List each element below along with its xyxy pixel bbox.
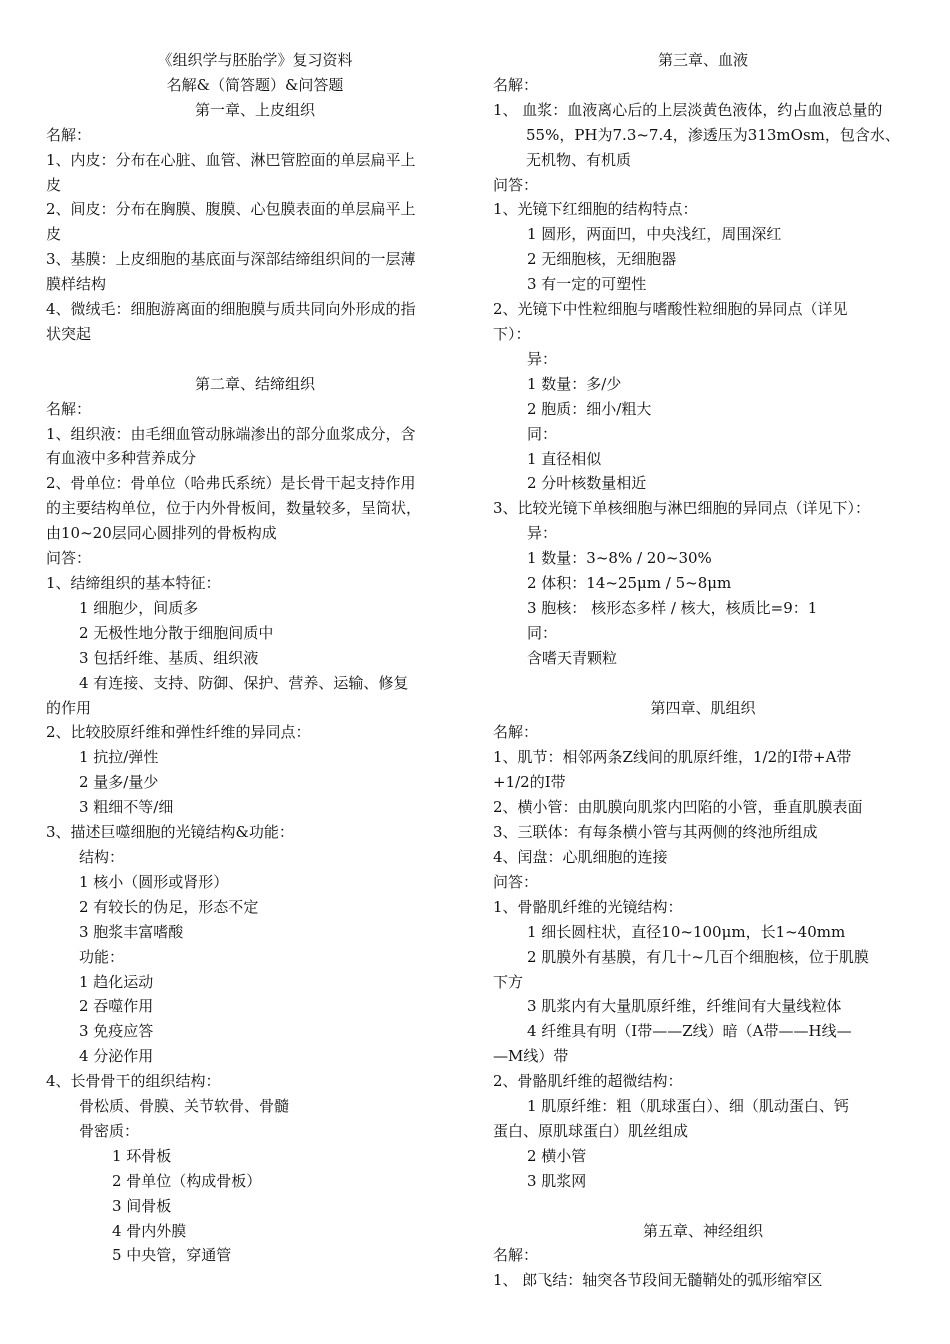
text-line: 功能： — [79, 947, 125, 966]
text-line: 4、长骨骨干的组织结构： — [46, 1072, 221, 1091]
text-line: 1、 血浆：血液离心后的上层淡黄色液体，约占血液总量的55%，PH为7.3~7.4，渗透压为313mOsm，包含水、无机物、有机质 — [493, 100, 900, 169]
text-line: 状突起 — [46, 324, 92, 343]
text-line: 1、肌节：相邻两条Z线间的肌原纤维，1/2的Ⅰ带+A带 — [493, 748, 852, 767]
text-line: 2 肌膜外有基膜，有几十~几百个细胞核，位于肌膜 — [527, 947, 869, 966]
text-line: 含嗜天青颗粒 — [527, 648, 618, 667]
text-line: 3 包括纤维、基质、组织液 — [79, 648, 259, 667]
text-line: 4 分泌作用 — [79, 1047, 154, 1066]
text-line: 1 细长圆柱状，直径10~100μm，长1~40mm — [527, 922, 846, 941]
text-line: 1 环骨板 — [112, 1146, 172, 1165]
text-line: 1 直径相似 — [527, 449, 602, 468]
section-heading: 《组织学与胚胎学》复习资料 — [157, 51, 353, 69]
text-line: 1、内皮：分布在心脏、血管、淋巴管腔面的单层扁平上 — [46, 150, 416, 169]
text-line: 5 中央管，穿通管 — [112, 1246, 232, 1265]
text-line: 1 肌原纤维：粗（肌球蛋白）、细（肌动蛋白、钙 — [527, 1097, 849, 1116]
text-line: 1、 郎飞结：轴突各节段间无髓鞘处的弧形缩窄区 — [493, 1271, 823, 1290]
text-line: 2、间皮：分布在胸膜、腹膜、心包膜表面的单层扁平上 — [46, 200, 416, 219]
section-heading: 第一章、上皮组织 — [194, 100, 315, 119]
text-line: 蛋白、原肌球蛋白）肌丝组成 — [493, 1121, 689, 1140]
text-line: 问答： — [493, 175, 539, 194]
text-line: 问答： — [46, 549, 92, 568]
text-line: 3 胞核： 核形态多样 / 核大，核质比=9：1 — [527, 598, 818, 617]
text-line: 1 圆形，两面凹，中央浅红，周围深红 — [527, 225, 782, 244]
section-heading: 第二章、结缔组织 — [194, 374, 315, 393]
text-line: 1 数量：3~8% / 20~30% — [527, 549, 712, 568]
text-line: 3 有一定的可塑性 — [527, 275, 647, 294]
text-line: 名解： — [493, 75, 539, 94]
text-line: 下方 — [493, 972, 524, 991]
text-line: 2 胞质：细小/粗大 — [527, 399, 652, 418]
text-line: 1、光镜下红细胞的结构特点： — [493, 200, 698, 219]
text-line: 由10~20层同心圆排列的骨板构成 — [46, 524, 277, 543]
text-line: 3 粗细不等/细 — [79, 798, 174, 817]
text-line: 4 有连接、支持、防御、保护、营养、运输、修复 — [79, 673, 409, 692]
text-line: 2、光镜下中性粒细胞与嗜酸性粒细胞的异同点（详见 — [493, 300, 848, 319]
text-line: 骨松质、骨膜、关节软骨、骨髓 — [79, 1097, 290, 1116]
section-heading: 第五章、神经组织 — [642, 1221, 763, 1240]
text-line: 2 骨单位（构成骨板） — [112, 1171, 262, 1190]
text-line: 3、比较光镜下单核细胞与淋巴细胞的异同点（详见下）： — [493, 499, 871, 518]
section-heading: 第三章、血液 — [657, 51, 748, 69]
text-line: 4 骨内外膜 — [112, 1221, 187, 1240]
text-line: 3 胞浆丰富嗜酸 — [79, 922, 184, 941]
text-line: 1 核小（圆形或肾形） — [79, 872, 229, 891]
text-line: 3 间骨板 — [112, 1196, 172, 1215]
text-line: 3 肌浆网 — [527, 1171, 587, 1190]
text-line: 骨密质： — [79, 1121, 140, 1140]
text-line: 1、组织液：由毛细血管动脉端渗出的部分血浆成分，含 — [46, 424, 416, 443]
text-line: —M线）带 — [493, 1047, 569, 1066]
text-line: 1、骨骼肌纤维的光镜结构： — [493, 897, 683, 916]
text-line: 2 量多/量少 — [79, 773, 159, 792]
text-line: +1/2的Ⅰ带 — [493, 773, 566, 792]
text-line: 2 体积：14~25μm / 5~8μm — [527, 574, 732, 593]
text-line: 2 吞噬作用 — [79, 997, 154, 1016]
text-line: 1 抗拉/弹性 — [79, 748, 159, 767]
blank-line — [493, 671, 913, 696]
text-line: 的作用 — [46, 698, 92, 717]
text-line: 3、基膜：上皮细胞的基底面与深部结缔组织间的一层薄 — [46, 250, 416, 269]
text-line: 3、三联体：有每条横小管与其两侧的终池所组成 — [493, 823, 818, 842]
text-line: 3、描述巨噬细胞的光镜结构&功能： — [46, 823, 294, 842]
text-line: 结构： — [79, 847, 125, 866]
section-heading: 第四章、肌组织 — [650, 698, 756, 717]
blank-line — [46, 347, 464, 372]
text-line: 2、骨单位：骨单位（哈弗氏系统）是长骨干起支持作用 — [46, 474, 416, 493]
section-heading: 名解&（简答题）&问答题 — [166, 75, 344, 94]
text-line: 皮 — [46, 225, 62, 244]
left-column — [46, 48, 464, 1268]
text-line: 名解： — [493, 1246, 539, 1265]
text-line: 2 横小管 — [527, 1146, 587, 1165]
text-line: 有血液中多种营养成分 — [46, 449, 197, 468]
text-line: 膜样结构 — [46, 275, 107, 294]
text-line: 名解： — [46, 399, 92, 418]
blank-line — [493, 1194, 913, 1219]
text-line: 名解： — [46, 125, 92, 144]
text-line: 同： — [527, 623, 558, 642]
text-line: 4、闰盘：心肌细胞的连接 — [493, 847, 668, 866]
text-line: 的主要结构单位，位于内外骨板间，数量较多，呈筒状， — [46, 499, 422, 518]
text-line: 1 细胞少，间质多 — [79, 598, 199, 617]
text-line: 同： — [527, 424, 558, 443]
text-line: 名解： — [493, 723, 539, 742]
text-line: 3 肌浆内有大量肌原纤维，纤维间有大量线粒体 — [527, 997, 842, 1016]
text-line: 2 分叶核数量相近 — [527, 474, 647, 493]
text-line: 2 无极性地分散于细胞间质中 — [79, 623, 274, 642]
text-line: 2 无细胞核，无细胞器 — [527, 250, 677, 269]
text-line: 问答： — [493, 872, 539, 891]
text-line: 4、微绒毛：细胞游离面的细胞膜与质共同向外形成的指 — [46, 300, 416, 319]
text-line: 3 免疫应答 — [79, 1022, 154, 1041]
text-line: 1 数量：多/少 — [527, 374, 622, 393]
text-line: 下）： — [493, 324, 531, 343]
text-line: 2、横小管：由肌膜向肌浆内凹陷的小管，垂直肌膜表面 — [493, 798, 863, 817]
text-line: 4 纤维具有明（Ⅰ带——Z线）暗（A带——H线— — [527, 1022, 852, 1041]
text-line: 2、骨骼肌纤维的超微结构： — [493, 1072, 683, 1091]
text-line: 2、比较胶原纤维和弹性纤维的异同点： — [46, 723, 311, 742]
text-line: 异： — [527, 349, 558, 368]
right-column — [493, 48, 913, 1293]
text-line: 1 趋化运动 — [79, 972, 154, 991]
text-line: 异： — [527, 524, 558, 543]
text-line: 2 有较长的伪足，形态不定 — [79, 897, 259, 916]
text-line: 皮 — [46, 175, 62, 194]
text-line: 1、结缔组织的基本特征： — [46, 574, 221, 593]
